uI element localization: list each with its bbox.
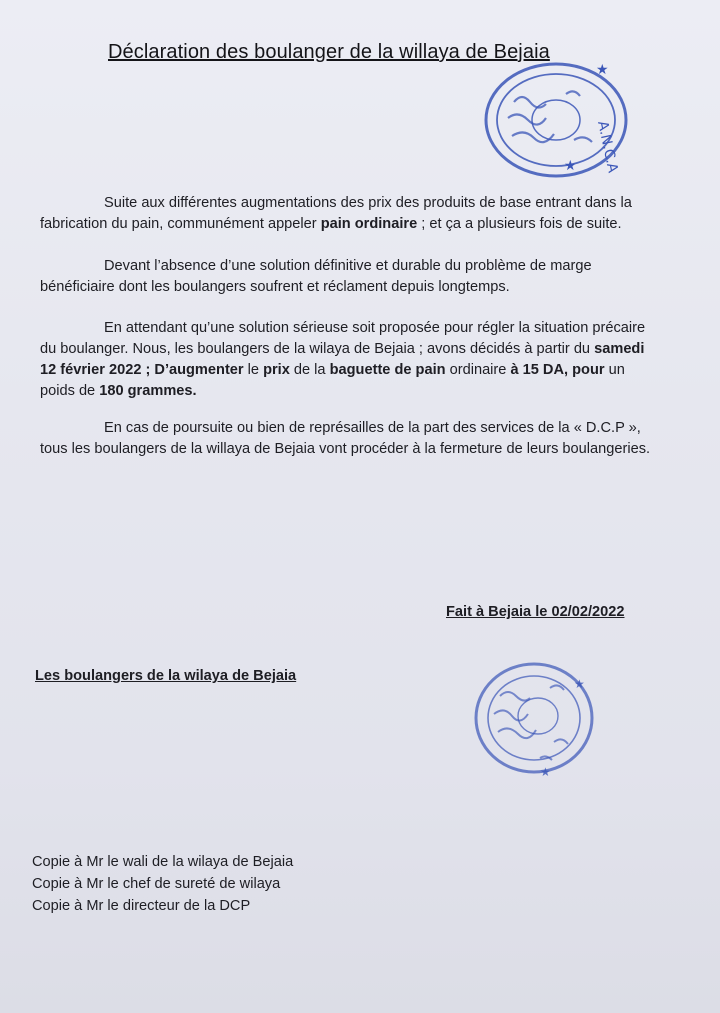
bold-text-segment: prix: [263, 362, 290, 378]
signature-label: Les boulangers de la wilaya de Bejaia: [35, 668, 297, 684]
copy-line: Copie à Mr le chef de sureté de wilaya: [32, 876, 281, 892]
date-line: Fait à Bejaia le 02/02/2022: [446, 604, 625, 620]
bold-text-segment: pain ordinaire: [320, 216, 418, 232]
text-segment: ; et ça a plusieurs fois de suite.: [417, 216, 622, 232]
text-segment: Suite aux différentes augmentations des prix des produits de base entrant dans la fabrication du pain, communément appeler: [40, 195, 632, 232]
text-segment: le: [243, 362, 264, 378]
svg-text:★: ★: [564, 158, 577, 174]
paragraph-2-text: [40, 258, 592, 295]
document-title: Déclaration des boulanger de la willaya de Bejaia: [108, 41, 550, 63]
copy-line: Copie à Mr le directeur de la DCP: [32, 898, 251, 914]
paragraph-2: [40, 256, 670, 298]
stamp-outer-text: A.N.C.A: [594, 119, 621, 175]
paragraph-1: [40, 193, 670, 235]
copies-list: [32, 851, 293, 917]
bold-text-segment: samedi 12 février 2022 ; D’augmenter: [40, 341, 645, 378]
paragraph-3-text: [40, 320, 645, 399]
paragraph-1-text: [40, 195, 632, 232]
text-segment: Devant l’absence d’une solution définitive et durable du problème de marge bénéficiaire dont les boulangers soufrent et réclament depuis longtemps.: [40, 258, 592, 295]
text-segment: de la: [289, 362, 330, 378]
bold-text-segment: à 15 DA, pour: [510, 362, 605, 378]
bold-text-segment: 180 grammes.: [99, 383, 197, 399]
text-segment: En cas de poursuite ou bien de représailles de la part des services de la « D.C.P », tous les boulangers de la willaya de Bejaia vont procéder à la fermeture de leurs boulangeries.: [40, 420, 651, 457]
paragraph-4: [40, 418, 662, 460]
svg-text:★: ★: [596, 62, 609, 78]
bold-text-segment: baguette de pain: [329, 362, 446, 378]
copy-line: Copie à Mr le wali de la wilaya de Bejaia: [32, 854, 294, 870]
association-stamp-top: [478, 58, 634, 182]
svg-text:★: ★: [574, 677, 585, 691]
paragraph-4-text: [40, 420, 650, 457]
association-stamp-bottom: [470, 658, 598, 780]
text-segment: un poids de: [40, 362, 625, 399]
text-segment: En attendant qu’une solution sérieuse soit proposée pour régler la situation précaire du boulanger. Nous, les boulangers de la wilaya de Bejaia ; avons décidés à partir du: [40, 320, 646, 357]
paragraph-3: [40, 318, 662, 402]
svg-text:★: ★: [540, 765, 551, 779]
text-segment: ordinaire: [445, 362, 511, 378]
